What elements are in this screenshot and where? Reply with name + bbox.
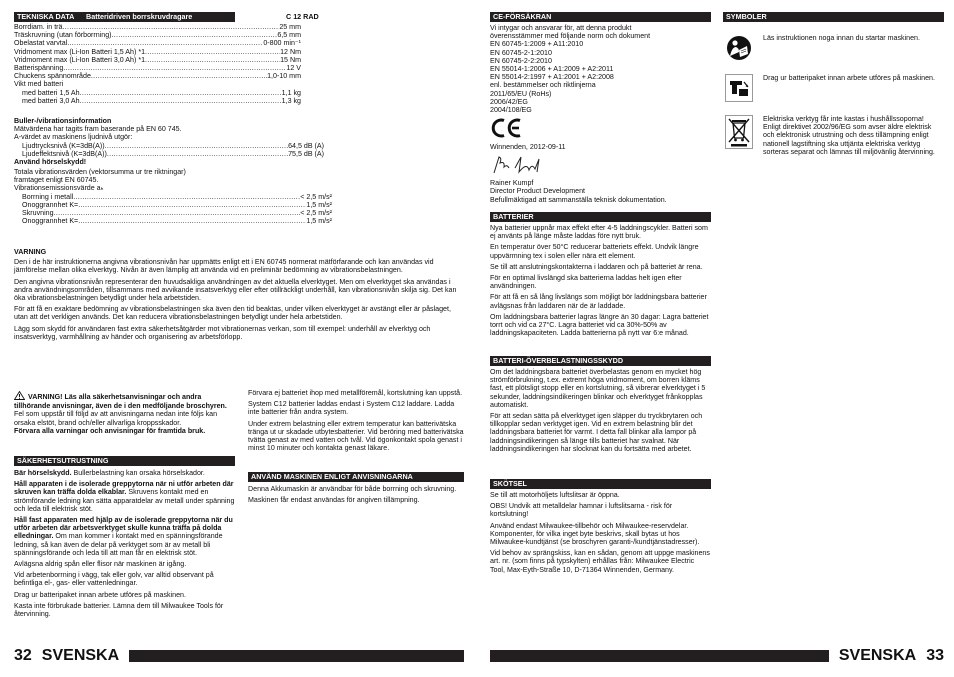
safety-item: Bär hörselskydd. Bullerbelastning kan orsaka hörselskador. [14, 469, 205, 477]
maintenance-text: Se till att motorhöljets luftslitsar är öppna. OBS! Undvik att metalldelar hamnar i luftslitsarna - risk för kortslutning! Använd endast Milwaukee-tillbehör och Milwaukee-reservdelar. Komponenter, för vilka inget byte beskrivs, skall bytas ut hos Milwaukee-kundtjänst (se broschyren garanti-/kundtjänstadresser). Vid behov av sprängskiss, kan en sådan, genom att uppge maskinens art. nr. (som finns på typskylten) erhållas från: Milwaukee Electric Tool, Max-Eyth-Straße 10, D-71364 Winnenden, Germany. [490, 491, 710, 574]
symbol-row [725, 74, 943, 102]
page-language: SVENSKA [838, 647, 917, 664]
noise-title: Buller-/vibrationsinformation [14, 117, 112, 125]
safety-item: Drag ur batteripaket innan arbete utföres på maskinen. [14, 590, 186, 599]
spec-row: Träskruvning (utan förborrning) ..... 6,5 mm [14, 31, 301, 39]
symbol-row [725, 34, 943, 62]
weee-bin-icon [725, 115, 753, 149]
page-number: 32 [14, 647, 32, 664]
battery-overload-header: BATTERI-ÖVERBELASTNINGSSKYDD [490, 356, 711, 366]
batteries-text: Nya batterier uppnår max effekt efter 4-5 laddningscykler. Batteri som ej använts på länge måste laddas före nytt bruk. En temperatur över 50°C reducerar batteriets effekt. Undvik längre uppvärmning tex i solen eller nära ett element. Se till att anslutningskontakterna i laddaren och på batteriet är rena. För en optimal livslängd ska batterierna laddas helt igen efter användningen. För att få en så lång livslängs som möjligt bör laddningsbara batterier avlägsnas från laddaren när de är laddade. Om laddningsbara batterier lagras längre än 30 dagar: Lagra batteriet torrt och vid ca 27°C. Lagra batteriet vid ca 30%-50% av laddningskapaciteten. Ladda batterierna på nytt var 6:e månad. [490, 224, 709, 338]
safety-item: Kasta inte förbrukade batterier. Lämna dem till Milwaukee Tools för återvinning. [14, 601, 224, 619]
ce-declaration: Vi intygar och ansvarar för, att denna produkt överensstämmer med följande norm och dokument EN 60745-1:2009 + A11:2010 EN 60745-2-1:2010 EN 60745-2-2:2010 EN 55014-1:2006 + A1:2009 + A2:2011 EN 55014-2:1997 + A1:2001 + A2:2008 enl. bestämmelser och riktlinjerna 2011/65/EU (RoHs) 2006/42/EG 2004/108/EG [490, 24, 651, 115]
weight-row: med batteri 1,5 Ah ..... 1,1 kg [14, 89, 301, 97]
battery-safety-column [248, 389, 464, 455]
signature-icon [491, 154, 561, 176]
safety-item: Vid arbetenborrning i vägg, tak eller golv, var alltid observant på befintliga el-, gas- eller vattenledningar. [14, 571, 214, 588]
weight-row: med batteri 3,0 Ah ..... 1,3 kg [14, 97, 301, 105]
signer-block [490, 179, 711, 205]
warning-paragraph: För att få en exaktare bedömning av vibrationsbelastningen ska även den tid beaktas, under vilken elverktyget är avstängt eller är påslaget, utan att det verkligen används. Det kan reducera vibrationsbelastningen betydligt under hela arbetstiden. [14, 305, 451, 322]
signer-title: Director Product Development [490, 187, 586, 196]
safety-item: Håll fast apparaten med hjälp av de isolerade greppytorna när du utför arbeten där arbetsverktyget skulle kunna träffa på dolda elledningar. Om man kommer i kontakt med en spänningsförande ledning, så kan även de delar på verktyget som är av metall bli spänningsförande och leda till att man får en elektrisk stöt. [14, 516, 233, 557]
tech-data-product: Batteridriven borrskruvdragare [86, 12, 193, 21]
safety-list [14, 469, 235, 621]
spec-list [14, 23, 301, 105]
noise-row: Ljudeffektsnivå (K=3dB(A)) ..... 75,5 dB (A) [14, 150, 324, 158]
page-language: SVENSKA [41, 647, 120, 664]
right-page [477, 0, 954, 677]
warning-triangle-icon [14, 391, 25, 402]
ce-place-date: Winnenden, 2012-09-11 [490, 143, 566, 151]
safety-item: Avlägsna aldrig spån eller flisor när maskinen är igång. [14, 560, 187, 569]
spec-row: Obelastat varvtal ..... 0-800 min⁻¹ [14, 39, 301, 47]
warning-paragraph: Den angivna vibrationsnivån representerar den huvudsakliga användningen av det aktuella elverktyget. Men om elverktyget ska användas i andra användningsområden, tillsammans med avvikande insatsverktyg eller efter otillräckligt underhåll, kan vibrationsnivån skilja sig. Det kan öka vibrationsbelastningen betydligt under hela arbetstiden. [14, 277, 457, 303]
battery-safety-item: System C12 batterier laddas endast i System C12 laddare. Ladda inte batterier från andra system. [248, 400, 455, 417]
symbol-text: Elektriska verktyg får inte kastas i hushållssoporna! Enligt direktivet 2002/96/EG som avser äldre elektrisk och elektronisk utrustning och dess tillämpning enligt nationell lagstiftning ska uttjänta elektriska verktyg sorteras separat och lämnas till miljövänlig återvinning. [763, 115, 935, 156]
noise-row: Ljudtrycksnivå (K=3dB(A)) ..... 64,5 dB (A) [14, 142, 324, 150]
tech-data-header-product [84, 12, 235, 22]
vib-row: Skruvning ..... < 2,5 m/s² [14, 209, 332, 217]
hearing-protection-note: Använd hörselskydd! [14, 158, 87, 167]
spec-row: Chuckens spännområde ..... 1,0-10 mm [14, 72, 301, 80]
general-safety-warning: VARNING! Läs alla säkerhetsanvisningar och andra tillhörande anvisningar, även de i den medföljande broschyren. Fel som uppstår till följd av att anvisningarna nedan inte följs kan orsaka elstöt, brand och/eller allvarliga kroppsskador. [14, 393, 227, 427]
vib-line: Totala vibrationsvärden (vektorsumma ur tre riktningar) [14, 168, 186, 176]
maintenance-header: SKÖTSEL [490, 479, 711, 489]
read-manual-icon [725, 34, 753, 62]
noise-line: A-värdet av maskinens ljudnivå utgör: [14, 133, 133, 142]
signer-note: Befullmäktigad att sammanställa teknisk dokumentation. [490, 196, 667, 205]
intended-use-text [248, 485, 464, 507]
battery-overload-text: Om det laddningsbara batteriet överbelastas genom en mycket hög strömförbrukning, t.ex. extremt höga vridmoment, om borren kläms fast, ett plötsligt stopp eller en kortslutning, så vibrerar elverktyget i 5 sekunder, laddningsindikeringen blinkar och elverktyget frånkopplas automatiskt. För att sedan sätta på elverktyget igen släpper du tryckbrytaren och tillkopplar sedan verktyget igen. Vid en extrem belastning blir det laddningsbara batteriet för varmt. I detta fall blinkar alla lampor på laddningsindikeringen så länge tills batteriet har svalnat. När laddningsindikeringen har slocknat kan du fortsätta med arbetet. [490, 368, 706, 453]
remove-battery-icon [725, 74, 753, 102]
battery-safety-item: Under extrem belastning eller extrem temperatur kan batterivätska tränga ut ur skadade utbytesbatterier. Vid beröring med batterivätska tvätta genast av med vatten och tvål. Vid ögonkontakt spola genast i minst 10 minuter och kontakta genast läkare. [248, 419, 464, 453]
spec-row: Borrdiam. in trä ..... 25 mm [14, 23, 301, 31]
symbol-text: Läs instruktionen noga innan du startar maskinen. [763, 34, 920, 42]
symbol-text: Drag ur batteripaket innan arbete utföres på maskinen. [763, 74, 935, 82]
spec-row: Vridmoment max (Li-Ion Batteri 3,0 Ah) *1 ..... 15 Nm [14, 56, 301, 64]
signer-name: Rainer Kumpf [490, 179, 534, 187]
intended-use-item: Denna Akkumaskin är användbar för både borrning och skruvning. [248, 485, 457, 493]
vib-row: Onoggrannhet K= ..... 1,5 m/s² [14, 201, 332, 209]
batteries-header: BATTERIER [490, 212, 711, 222]
symbol-row [725, 115, 943, 156]
vibration-warning [14, 248, 464, 344]
noise-line: Mätvärdena har tagits fram baserande på EN 60 745. [14, 125, 182, 134]
safety-column [14, 391, 235, 438]
tech-data-model: C 12 RAD [286, 12, 319, 21]
keep-instructions-note: Förvara alla varningar och anvisningar för framtida bruk. [14, 426, 206, 435]
noise-section [14, 117, 324, 166]
spec-row: Vridmoment max (Li-Ion Batteri 1,5 Ah) *1 ..... 12 Nm [14, 48, 301, 56]
warning-paragraph: Den i de här instruktionerna angivna vibrationsnivån har uppmätts enligt ett i EN 60745 normerat mätförfarande och kan användas vid jämförelse mellan olika elverktyg. Nivån är även lämplig att använda vid en preliminär bedömning av vibrationsbelastningen. [14, 258, 434, 275]
warning-paragraph: Lägg som skydd för användaren fast extra säkerhetsåtgärder mot vibrationernas verkan, som till exempel: underhåll av elverktyg och insatsverktyg, varmhållning av händer och organisering av arbetsförlopp. [14, 324, 431, 341]
vib-row: Onoggrannhet K= ..... 1,5 m/s² [14, 217, 332, 225]
page-number: 33 [926, 647, 944, 664]
symbols-header: SYMBOLER [723, 12, 944, 22]
tech-data-title: TEKNISKA DATA [17, 12, 75, 21]
battery-safety-item: Förvara ej batteriet ihop med metallföremål, kortslutning kan uppstå. [248, 389, 463, 397]
safety-equipment-header: SÄKERHETSUTRUSTNING [14, 456, 235, 466]
vib-line: framtaget enligt EN 60745. [14, 176, 99, 185]
vibration-section [14, 168, 332, 225]
ce-mark-icon [491, 117, 523, 139]
ce-header: CE-FÖRSÄKRAN [490, 12, 711, 22]
weight-label: Vikt med batteri [14, 80, 64, 89]
warning-title: VARNING [14, 248, 47, 256]
safety-item: Håll apparaten i de isolerade greppytorna när ni utför arbeten där skruven kan träffa dolda elkablar. Skruvens kontakt med en strömförande ledning kan sätta apparatdelar av metall under spänning och leda till elektrisk stöt. [14, 480, 235, 513]
spec-row: Batterispänning ..... 12 V [14, 64, 301, 72]
vib-row: Borrning i metall ..... < 2,5 m/s² [14, 193, 332, 201]
vib-line: Vibrationsemissionsvärde aₕ [14, 184, 104, 193]
right-footer-label [829, 646, 944, 666]
intended-use-item: Maskinen får endast användas för angiven tillämpning. [248, 496, 420, 505]
intended-use-header: ANVÄND MASKINEN ENLIGT ANVISNINGARNA [248, 472, 464, 482]
left-footer-label [14, 646, 129, 666]
